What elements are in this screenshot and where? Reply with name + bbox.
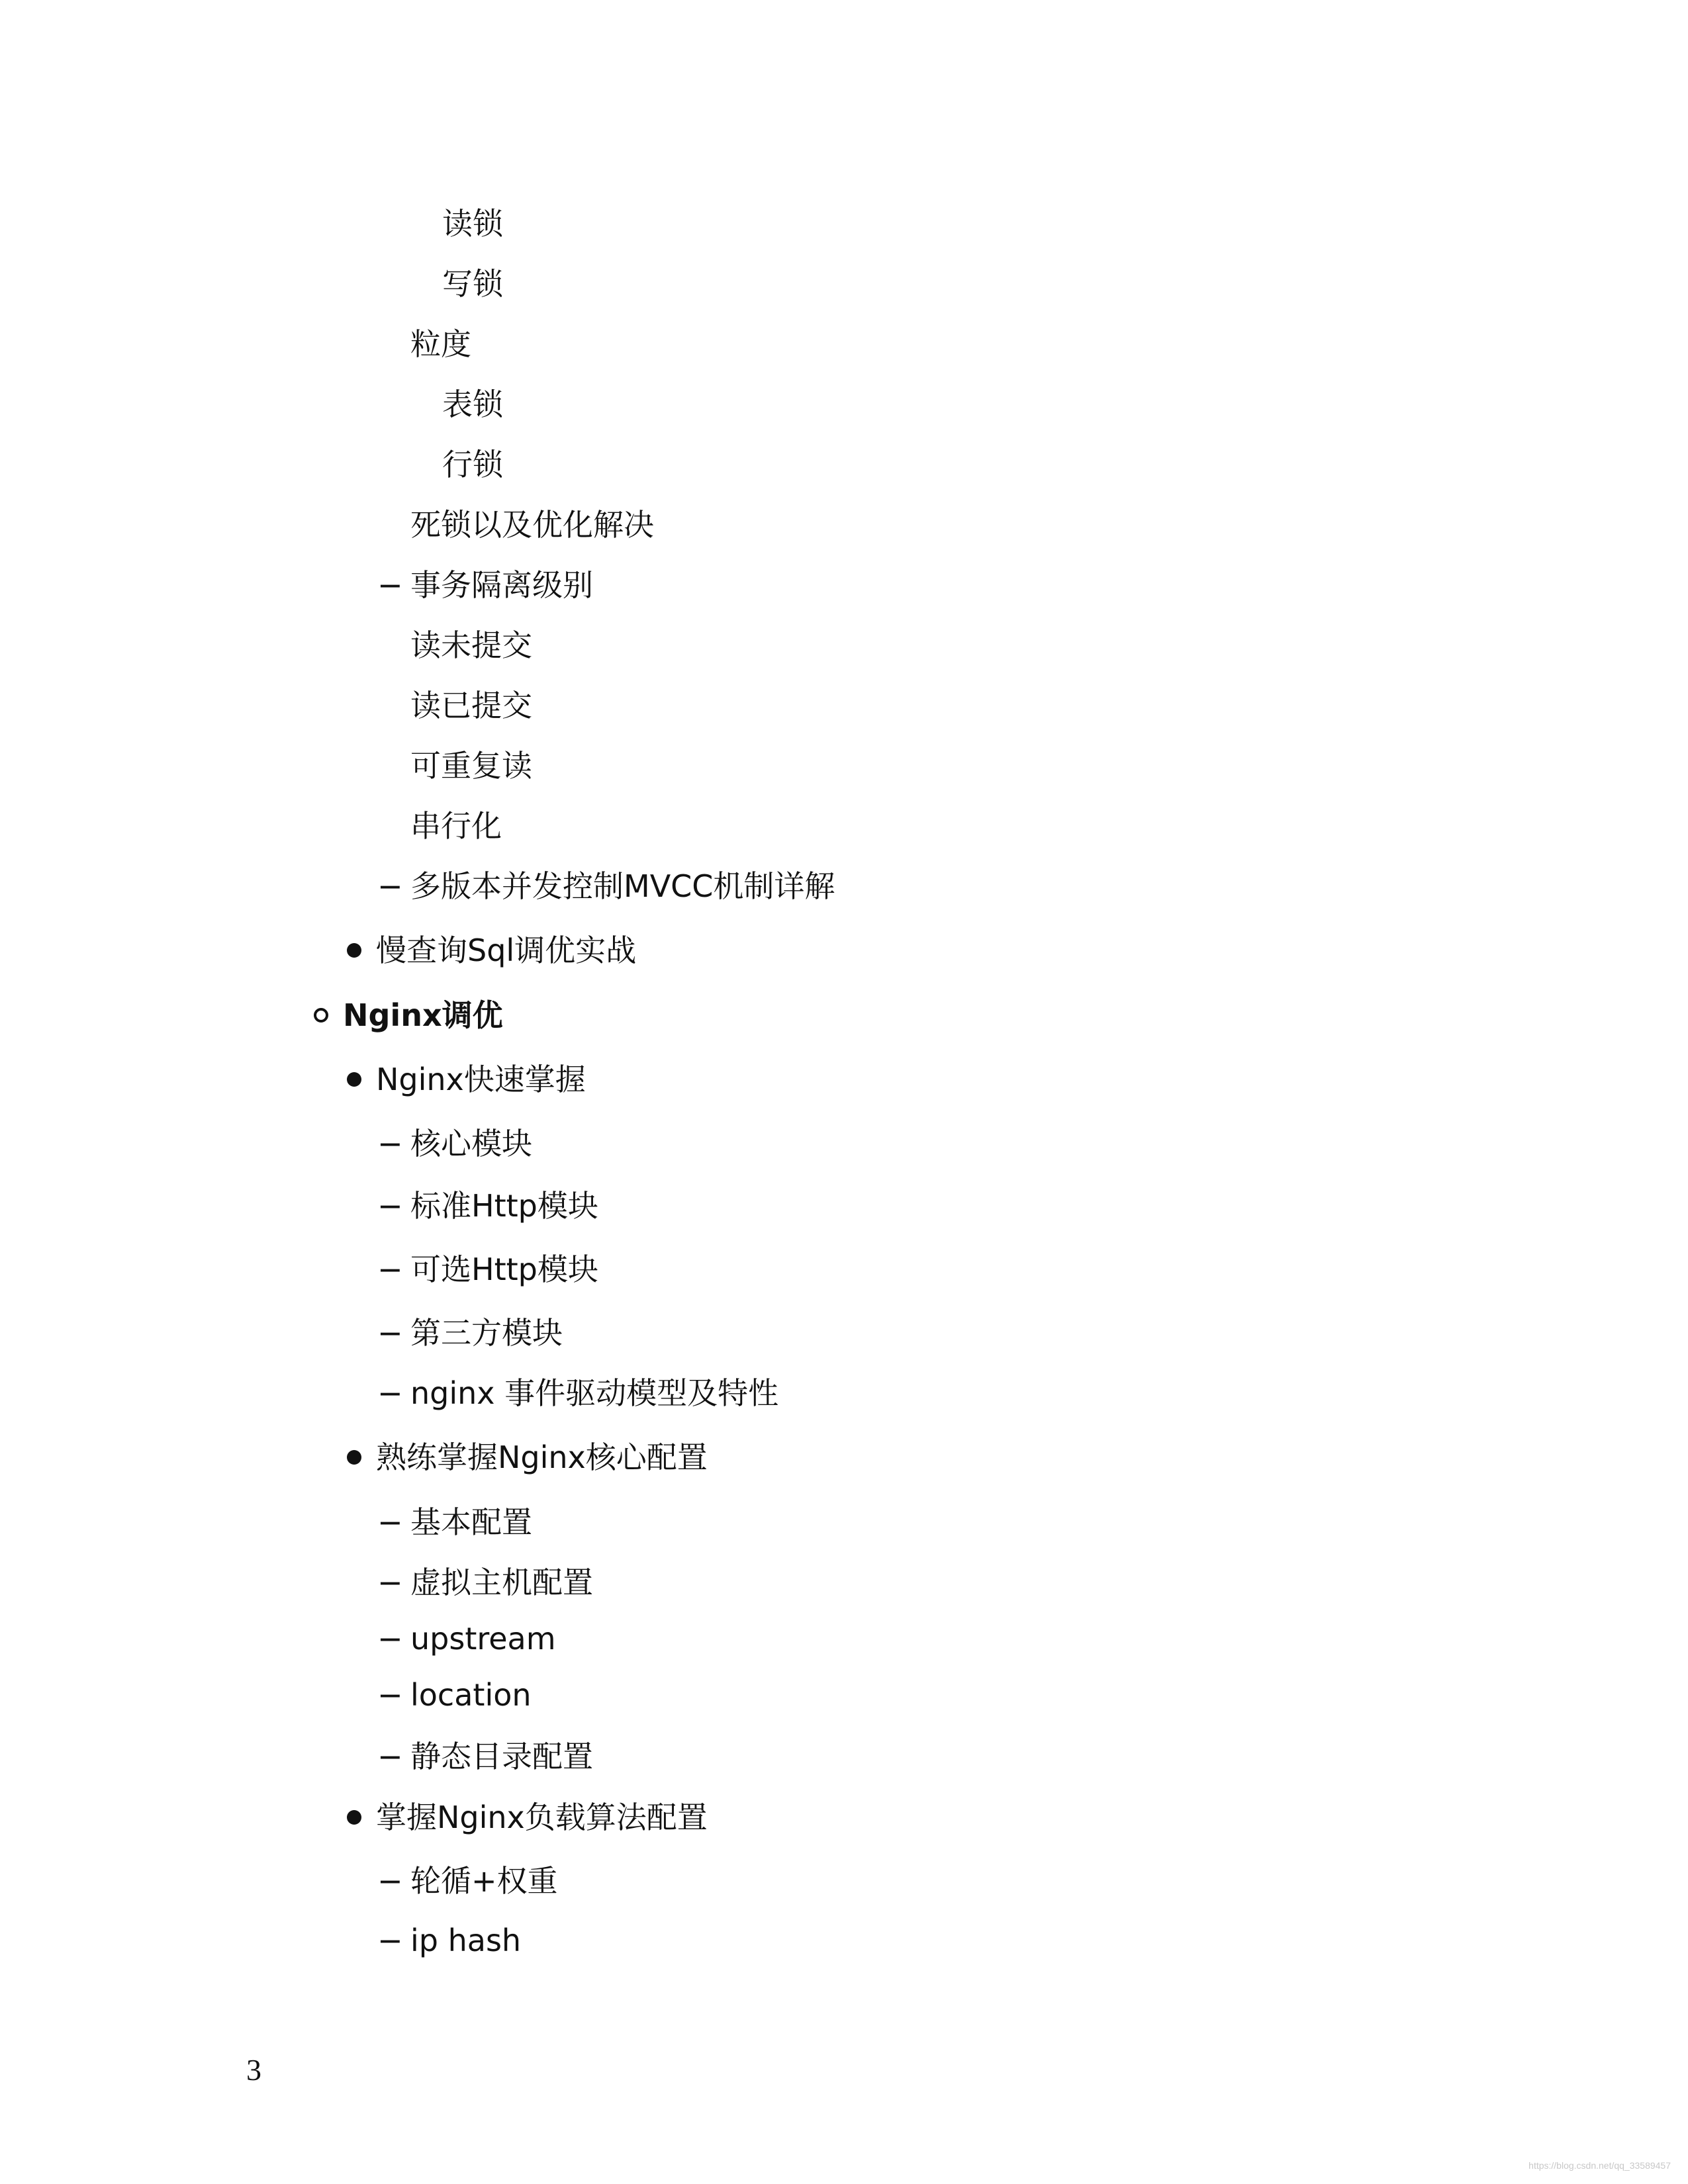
dash-bullet: − [377, 1126, 403, 1161]
outline-item-text: Nginx调优 [343, 997, 503, 1033]
outline-item-text: 可选Http模块 [410, 1251, 598, 1287]
outline-item-isolation-levels [377, 565, 593, 605]
outline-item-optional-http [377, 1250, 598, 1289]
outline-item-standard-http [377, 1186, 598, 1226]
outline-item-event-model [377, 1373, 779, 1413]
outline-item-mvcc [377, 866, 835, 906]
dash-bullet: − [377, 567, 403, 603]
outline-section-nginx-tuning [343, 995, 503, 1035]
filled-bullet-icon [347, 943, 361, 958]
outline-item-text: 写锁 [442, 266, 503, 302]
dash-bullet: − [377, 1621, 403, 1657]
outline-item-text: ip hash [410, 1923, 522, 1958]
dash-bullet: − [377, 1188, 403, 1224]
outline-item-load-balancing [376, 1797, 708, 1837]
hollow-bullet-icon [314, 1008, 328, 1023]
dash-bullet: − [377, 1565, 403, 1600]
outline-item-text: 行锁 [442, 447, 503, 482]
dash-bullet: − [377, 1923, 403, 1958]
dash-bullet: − [377, 1677, 403, 1713]
filled-bullet-icon [347, 1810, 361, 1825]
outline-item-text: 静态目录配置 [410, 1739, 593, 1774]
filled-bullet-icon [347, 1072, 361, 1087]
dash-bullet: − [377, 1251, 403, 1287]
outline-item-table-lock [442, 385, 503, 424]
outline-item-repeatable-read [410, 746, 532, 786]
outline-item-read-committed [410, 686, 532, 725]
outline-item-read-lock [442, 204, 503, 244]
dash-bullet: − [377, 1375, 403, 1411]
outline-item-text: 可重复读 [410, 748, 532, 784]
watermark: https://blog.csdn.net/qq_33589457 [1528, 2160, 1671, 2171]
dash-bullet: − [377, 1739, 403, 1774]
outline-item-text: 标准Http模块 [410, 1188, 598, 1224]
outline-item-text: 熟练掌握Nginx核心配置 [376, 1439, 708, 1475]
outline-item-text: 表锁 [442, 387, 503, 422]
dash-bullet: − [377, 868, 403, 904]
outline-item-deadlock [410, 505, 654, 545]
outline-item-text: 多版本并发控制MVCC机制详解 [410, 868, 835, 904]
dash-bullet: − [377, 1863, 403, 1899]
outline-item-nginx-quick [376, 1060, 586, 1099]
outline-item-basic-config [377, 1502, 532, 1542]
outline-item-text: 基本配置 [410, 1504, 532, 1540]
outline-item-text: 核心模块 [410, 1126, 532, 1161]
outline-item-location [377, 1675, 532, 1715]
outline-item-text: upstream [410, 1621, 556, 1657]
outline-item-text: 粒度 [410, 326, 471, 362]
outline-item-slow-query [376, 931, 636, 970]
outline-item-write-lock [442, 264, 503, 304]
outline-item-text: location [410, 1677, 532, 1713]
outline-item-text: 死锁以及优化解决 [410, 507, 654, 543]
outline-item-text: Nginx快速掌握 [376, 1062, 586, 1097]
outline-item-text: 串行化 [410, 808, 502, 844]
outline-item-row-lock [442, 445, 503, 484]
outline-item-text: nginx 事件驱动模型及特性 [410, 1375, 779, 1411]
outline-item-ip-hash [377, 1921, 522, 1960]
dash-bullet: − [377, 1504, 403, 1540]
outline-item-text: 掌握Nginx负载算法配置 [376, 1799, 708, 1835]
outline-item-upstream [377, 1619, 556, 1659]
outline-item-text: 虚拟主机配置 [410, 1565, 593, 1600]
outline-item-read-uncommitted [410, 625, 532, 665]
outline-item-granularity [410, 324, 471, 364]
dash-bullet: − [377, 1315, 403, 1351]
outline-item-text: 读锁 [442, 206, 503, 242]
outline-item-static-dir [377, 1737, 593, 1776]
filled-bullet-icon [347, 1450, 361, 1465]
outline-item-nginx-core-config [376, 1437, 708, 1477]
outline-item-text: 慢查询Sql调优实战 [376, 933, 637, 968]
outline-item-text: 第三方模块 [410, 1315, 563, 1351]
outline-item-serializable [410, 806, 502, 846]
outline-item-text: 读已提交 [410, 688, 532, 723]
outline-item-text: 轮循+权重 [410, 1863, 558, 1899]
outline-item-virtual-host [377, 1563, 593, 1602]
outline-item-third-party [377, 1313, 563, 1353]
outline-item-round-robin [377, 1861, 558, 1901]
outline-item-text: 读未提交 [410, 627, 532, 663]
outline-item-core-module [377, 1124, 532, 1163]
page-number: 3 [246, 2053, 261, 2087]
outline-item-text: 事务隔离级别 [410, 567, 593, 603]
